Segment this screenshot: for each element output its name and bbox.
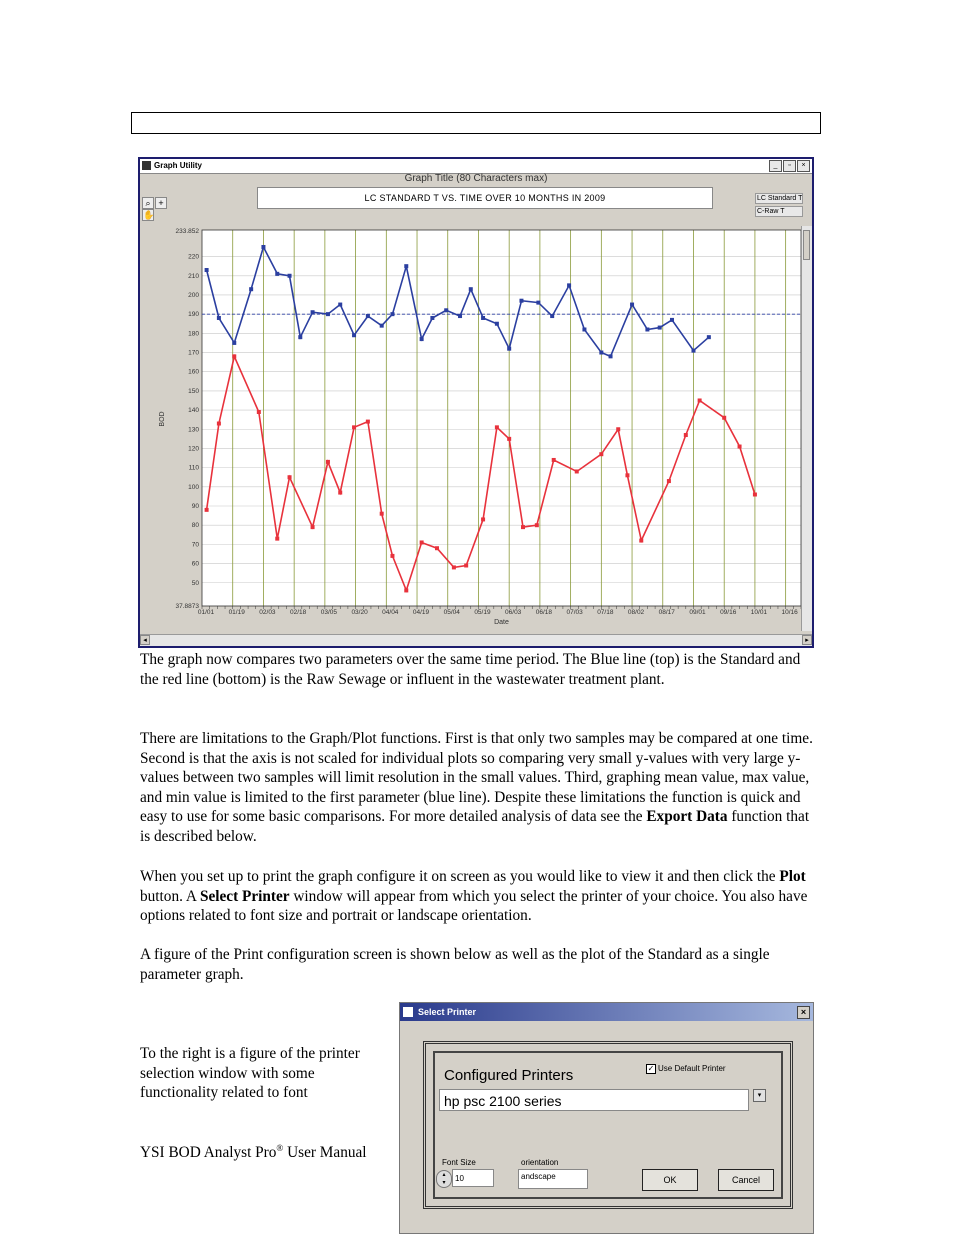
- data-point: [535, 523, 539, 527]
- data-point: [352, 333, 356, 337]
- font-size-control: [436, 1169, 494, 1187]
- data-point: [275, 537, 279, 541]
- graph-title-input[interactable]: LC STANDARD T VS. TIME OVER 10 MONTHS IN 2009: [257, 187, 713, 209]
- x-tick-label: 07/18: [597, 609, 614, 616]
- use-default-printer-checkbox[interactable]: ✓ Use Default Printer: [647, 1064, 726, 1074]
- data-point: [380, 512, 384, 516]
- x-tick-label: 07/03: [566, 609, 583, 616]
- x-tick-label: 02/03: [259, 609, 276, 616]
- data-point: [420, 337, 424, 341]
- data-point: [257, 410, 261, 414]
- data-point: [464, 563, 468, 567]
- footer: YSI BOD Analyst Pro® User Manual: [140, 1143, 367, 1162]
- data-point: [552, 458, 556, 462]
- dropdown-arrow-icon[interactable]: ▾: [753, 1089, 766, 1102]
- printer-window-titlebar: [400, 1003, 813, 1021]
- x-tick-label: 08/02: [627, 609, 645, 616]
- y-tick-label: 200: [188, 291, 199, 299]
- select-printer-ref: Select Printer: [199, 887, 290, 905]
- minimize-icon[interactable]: _: [769, 160, 782, 172]
- paragraph-5: To the right is a figure of the printer selection window with some functionality related to font: [140, 1045, 360, 1101]
- data-point: [288, 274, 292, 278]
- x-tick-label: 05/04: [443, 609, 460, 616]
- data-point: [645, 327, 649, 331]
- graph-window-title: Graph Utility: [154, 161, 203, 170]
- x-tick-label: 08/17: [658, 609, 675, 616]
- app-icon: [403, 1007, 413, 1017]
- data-point: [435, 546, 439, 550]
- x-tick-label: 01/19: [228, 609, 245, 616]
- y-tick-label: 70: [191, 541, 199, 549]
- legend-item-standard[interactable]: LC Standard T: [757, 195, 803, 202]
- data-point: [639, 539, 643, 543]
- y-tick-label: 120: [188, 445, 199, 453]
- data-point: [691, 349, 695, 353]
- y-tick-label: 50: [191, 579, 199, 587]
- data-point: [536, 301, 540, 305]
- y-tick-label: 90: [191, 503, 199, 511]
- data-point: [232, 341, 236, 345]
- graph-utility-window: [138, 157, 814, 648]
- data-point: [698, 398, 702, 402]
- printer-select[interactable]: hp psc 2100 series: [439, 1089, 749, 1111]
- orientation-input[interactable]: andscape: [518, 1169, 588, 1189]
- font-size-input[interactable]: 10: [452, 1169, 494, 1187]
- spinner-icon[interactable]: ▴ ▾: [436, 1170, 452, 1188]
- y-tick-label: 140: [188, 407, 199, 415]
- x-axis-title: Date: [494, 619, 509, 626]
- data-point: [298, 335, 302, 339]
- data-point: [217, 422, 221, 426]
- data-point: [326, 312, 330, 316]
- data-point: [616, 427, 620, 431]
- legend-item-raw[interactable]: C-Raw T: [755, 206, 803, 217]
- x-tick-label: 06/03: [505, 609, 522, 616]
- bod-line-chart: [140, 159, 812, 646]
- data-point: [575, 469, 579, 473]
- y-tick-label: 180: [188, 330, 199, 338]
- data-point: [390, 554, 394, 558]
- data-point: [582, 327, 586, 331]
- data-point: [469, 287, 473, 291]
- data-point: [311, 525, 315, 529]
- data-point: [261, 245, 265, 249]
- y-tick-label: 100: [188, 483, 199, 491]
- data-point: [217, 316, 221, 320]
- x-tick-label: 03/20: [351, 609, 368, 616]
- graph-title-label: Graph Title (80 Characters max): [404, 173, 548, 184]
- data-point: [452, 565, 456, 569]
- printer-window-title: Select Printer: [418, 1007, 477, 1017]
- data-point: [481, 316, 485, 320]
- plot-ref: Plot: [779, 868, 806, 885]
- data-point: [630, 303, 634, 307]
- x-tick-label: 06/18: [535, 609, 553, 616]
- x-tick-label: 05/19: [474, 609, 491, 616]
- font-size-label: Font Size: [442, 1158, 476, 1167]
- y-min-label: 37.8873: [175, 603, 199, 610]
- header-box: [131, 112, 821, 134]
- data-point: [288, 475, 292, 479]
- paragraph-4: A figure of the Print configuration screen is shown below as well as the plot of the Standard as a single parameter graph.: [140, 946, 770, 983]
- y-axis-title: BOD: [159, 411, 166, 427]
- y-tick-label: 190: [188, 311, 199, 319]
- data-point: [722, 416, 726, 420]
- configured-printers-label: Configured Printers: [444, 1067, 574, 1084]
- y-max-label: 233.852: [175, 228, 199, 235]
- data-point: [430, 316, 434, 320]
- data-point: [495, 425, 499, 429]
- y-tick-label: 130: [188, 426, 199, 434]
- ok-button[interactable]: OK: [642, 1169, 698, 1191]
- zoom-icon[interactable]: ⌕: [142, 197, 154, 209]
- data-point: [567, 283, 571, 287]
- data-point: [366, 420, 370, 424]
- close-icon[interactable]: ×: [797, 1006, 810, 1019]
- select-printer-window: [399, 1002, 814, 1234]
- y-tick-label: 110: [188, 464, 199, 472]
- y-tick-label: 80: [191, 522, 199, 530]
- data-point: [390, 312, 394, 316]
- data-point: [275, 272, 279, 276]
- data-point: [338, 303, 342, 307]
- x-tick-label: 10/01: [750, 609, 768, 616]
- data-point: [326, 460, 330, 464]
- paragraph-3: When you set up to print the graph configure it on screen as you would like to view it and then click the Plot button. A Select Printer window will appear from which you select the printer of your choice. You also have options related to font size and portrait or landscape orientation.: [140, 868, 808, 924]
- data-point: [507, 347, 511, 351]
- data-point: [658, 326, 662, 330]
- scroll-left-icon[interactable]: ◂: [140, 635, 150, 645]
- y-tick-label: 210: [188, 272, 199, 280]
- scroll-right-icon[interactable]: ▸: [802, 635, 812, 645]
- x-tick-label: 10/16: [781, 609, 798, 616]
- data-point: [521, 525, 525, 529]
- x-tick-label: 02/18: [290, 609, 307, 616]
- data-point: [205, 508, 209, 512]
- data-point: [738, 445, 742, 449]
- data-point: [599, 452, 603, 456]
- data-point: [609, 354, 613, 358]
- data-point: [753, 492, 757, 496]
- crosshair-icon[interactable]: +: [155, 197, 167, 209]
- orientation-label: orientation: [521, 1158, 559, 1167]
- data-point: [311, 310, 315, 314]
- x-tick-label: 09/16: [720, 609, 737, 616]
- data-point: [519, 299, 523, 303]
- data-point: [707, 335, 711, 339]
- data-point: [205, 268, 209, 272]
- paragraph-2: There are limitations to the Graph/Plot functions. First is that only two samples may be compared at one time. Second is that the axis is not scaled for individual plots so comparing very small y-values with very large y-values between two samples will limit resolution in the small values. Third, graphing mean value, max value, and min value is limited to the first parameter (blue line). Despite these limitations the function is quick and easy to use for some basic comparisons. For more detailed analysis of data see the Export Data function that is described below.: [140, 730, 813, 845]
- x-tick-label: 04/04: [382, 609, 399, 616]
- data-point: [249, 287, 253, 291]
- data-point: [420, 540, 424, 544]
- vertical-scrollbar[interactable]: [801, 226, 812, 631]
- pan-hand-icon[interactable]: ✋: [143, 210, 155, 220]
- data-point: [404, 588, 408, 592]
- x-tick-label: 04/19: [412, 609, 430, 616]
- horizontal-scrollbar[interactable]: [140, 634, 812, 646]
- x-tick-label: 01/01: [197, 609, 215, 616]
- y-tick-label: 60: [191, 560, 199, 568]
- data-point: [550, 314, 554, 318]
- x-tick-label: 09/01: [689, 609, 706, 616]
- export-data-ref: Export Data: [646, 808, 728, 825]
- data-point: [444, 308, 448, 312]
- data-point: [507, 437, 511, 441]
- data-point: [599, 351, 603, 355]
- close-icon[interactable]: ×: [797, 160, 810, 172]
- y-tick-label: 150: [188, 387, 199, 395]
- data-point: [625, 473, 629, 477]
- checkbox-check-icon[interactable]: ✓: [647, 1064, 655, 1073]
- data-point: [352, 425, 356, 429]
- data-point: [670, 318, 674, 322]
- data-point: [458, 314, 462, 318]
- data-point: [667, 479, 671, 483]
- data-point: [338, 491, 342, 495]
- cancel-button[interactable]: Cancel: [718, 1169, 774, 1191]
- y-tick-label: 220: [188, 253, 199, 261]
- data-point: [366, 314, 370, 318]
- data-point: [495, 322, 499, 326]
- y-tick-label: 160: [188, 368, 199, 376]
- x-tick-label: 03/05: [320, 609, 338, 616]
- data-point: [232, 354, 236, 358]
- data-point: [404, 264, 408, 268]
- paragraph-1: The graph now compares two parameters over the same time period. The Blue line (top) is the Standard and the red line (bottom) is the Raw Sewage or influent in the wastewater treatment plant.: [140, 651, 801, 688]
- y-tick-label: 170: [188, 349, 199, 357]
- data-point: [380, 324, 384, 328]
- scroll-thumb[interactable]: [803, 230, 810, 260]
- data-point: [481, 517, 485, 521]
- data-point: [684, 433, 688, 437]
- restore-icon[interactable]: ▫: [783, 160, 796, 172]
